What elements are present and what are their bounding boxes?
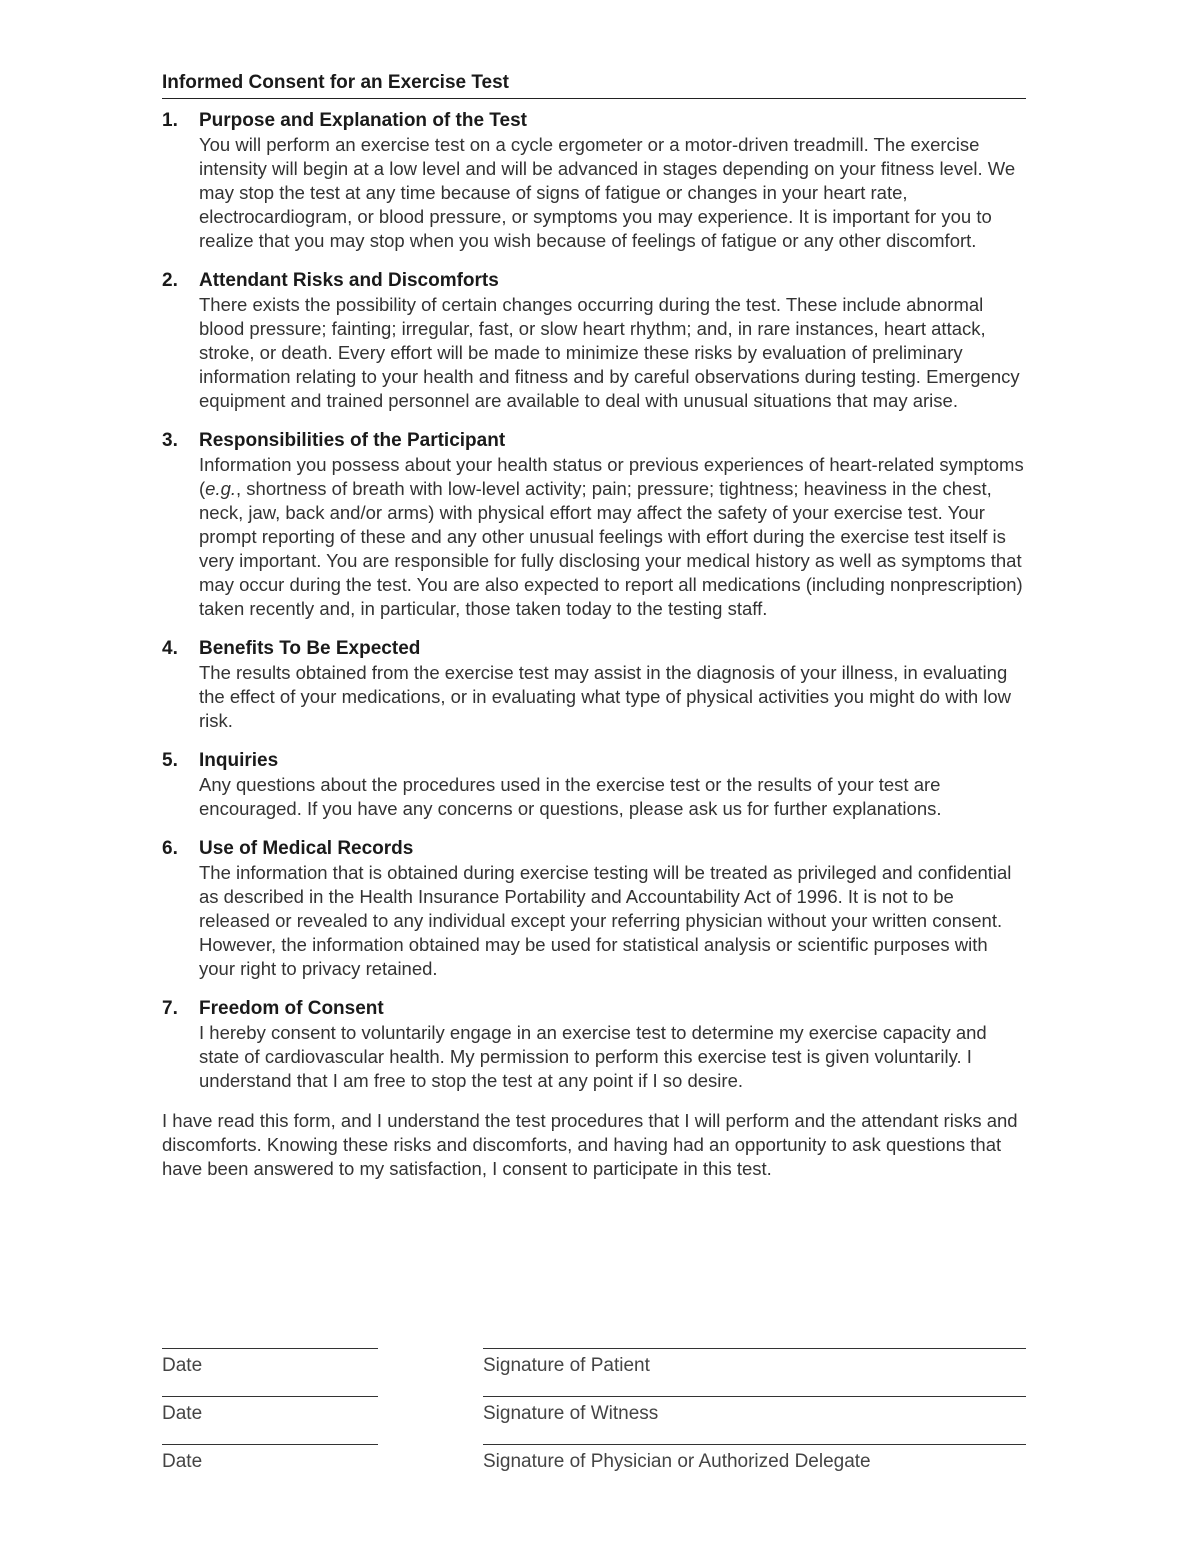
date-line	[162, 1348, 378, 1349]
section-heading: Benefits To Be Expected	[199, 638, 421, 659]
section-heading: Freedom of Consent	[199, 998, 384, 1019]
section-text: Any questions about the procedures used in the exercise test or the results of your test are encouraged. If you have any concerns or questions, please ask us for further explanations.	[199, 774, 942, 819]
section-freedom-of-consent	[162, 997, 1026, 1093]
signature-label: Signature of Patient	[483, 1355, 650, 1376]
signature-row-physician	[162, 1444, 1026, 1492]
section-benefits	[162, 637, 1026, 733]
section-text: I hereby consent to voluntarily engage in an exercise test to determine my exercise capacity and state of cardiovascular health. My permission to perform this exercise test is given voluntarily. I understand that I am free to stop the test at any point if I so desire.	[199, 1022, 987, 1091]
section-body	[199, 637, 1026, 733]
signature-label: Signature of Physician or Authorized Delegate	[483, 1451, 871, 1472]
section-number: 1.	[162, 110, 178, 131]
section-purpose	[162, 109, 1026, 253]
section-body	[199, 429, 1026, 621]
page-title: Informed Consent for an Exercise Test	[162, 70, 1026, 99]
date-line	[162, 1444, 378, 1445]
section-heading: Responsibilities of the Participant	[199, 430, 506, 451]
section-text: The results obtained from the exercise test may assist in the diagnosis of your illness, in evaluating the effect of your medications, or in evaluating what type of physical activities you might do with low risk.	[199, 662, 1012, 731]
date-label: Date	[162, 1355, 203, 1376]
signature-line	[483, 1348, 1026, 1349]
section-number: 3.	[162, 430, 178, 451]
section-number: 7.	[162, 998, 178, 1019]
section-text: You will perform an exercise test on a cycle ergometer or a motor-driven treadmill. The exercise intensity will begin at a low level and will be advanced in stages depending on your fitness level. We may stop the test at any time because of signs of fatigue or changes in your heart rate, electrocardiogram, or blood pressure, or symptoms you may experience. It is important for you to realize that you may stop when you wish because of feelings of fatigue or any other discomfort.	[199, 134, 1016, 251]
section-medical-records	[162, 837, 1026, 981]
section-text: There exists the possibility of certain changes occurring during the test. These include abnormal blood pressure; fainting; irregular, fast, or slow heart rhythm; and, in rare instances, heart attack, stroke, or death. Every effort will be made to minimize these risks by evaluation of preliminary information relating to your health and fitness and by careful observations during testing. Emergency equipment and trained personnel are available to deal with unusual situations that may arise.	[199, 294, 1020, 411]
section-heading: Inquiries	[199, 750, 279, 771]
section-heading: Purpose and Explanation of the Test	[199, 110, 527, 131]
signature-label: Signature of Witness	[483, 1403, 659, 1424]
section-text: The information that is obtained during exercise testing will be treated as privileged and confidential as described in the Health Insurance Portability and Accountability Act of 1996. It is not to be released or revealed to any individual except your referring physician without your written consent. However, the information obtained may be used for statistical analysis or scientific purposes with your right to privacy retained.	[199, 862, 1012, 979]
section-text-italic: e.g.	[205, 478, 237, 499]
signature-row-witness	[162, 1396, 1026, 1444]
section-number: 5.	[162, 750, 178, 771]
section-number: 6.	[162, 838, 178, 859]
date-label: Date	[162, 1403, 203, 1424]
signature-line	[483, 1444, 1026, 1445]
section-body	[199, 997, 1026, 1093]
section-text-part: , shortness of breath with low-level activity; pain; pressure; tightness; heaviness in the chest, neck, jaw, back and/or arms) with physical effort may affect the safety of your exercise test. Your prompt reporting of these and any other unusual feelings with effort during the exercise test itself is very important. You are responsible for fully disclosing your medical history as well as symptoms that may occur during the test. You are also expected to report all medications (including nonprescription) taken recently and, in particular, those taken today to the testing staff.	[199, 478, 1023, 619]
signature-line	[483, 1396, 1026, 1397]
consent-form	[162, 70, 1026, 1181]
section-responsibilities	[162, 429, 1026, 621]
section-inquiries	[162, 749, 1026, 821]
section-heading: Use of Medical Records	[199, 838, 414, 859]
section-body	[199, 749, 1026, 821]
consent-statement: I have read this form, and I understand the test procedures that I will perform and the attendant risks and discomforts. Knowing these risks and discomforts, and having had an opportunity to ask questions that have been answered to my satisfaction, I consent to participate in this test.	[162, 1110, 1018, 1179]
date-line	[162, 1396, 378, 1397]
section-text-part: Information you possess about your health status or previous experiences of heart-related symptoms (	[199, 454, 1024, 499]
section-risks	[162, 269, 1026, 413]
signature-block	[162, 1348, 1026, 1492]
signature-row-patient	[162, 1348, 1026, 1396]
date-label: Date	[162, 1451, 203, 1472]
section-number: 2.	[162, 270, 178, 291]
section-body	[199, 269, 1026, 413]
section-body	[199, 837, 1026, 981]
section-number: 4.	[162, 638, 178, 659]
section-text	[199, 453, 1026, 621]
section-heading: Attendant Risks and Discomforts	[199, 270, 499, 291]
section-body	[199, 109, 1026, 253]
